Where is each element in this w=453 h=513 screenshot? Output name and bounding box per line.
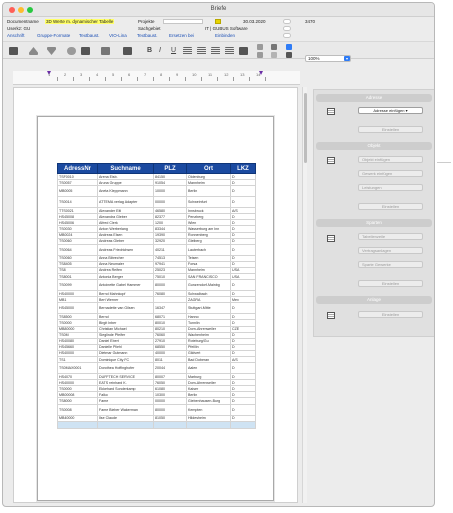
table-cell: Schweinfurt xyxy=(187,197,231,208)
table-row-selected[interactable] xyxy=(58,421,256,428)
table-cell: D xyxy=(231,280,256,291)
ruler-tick xyxy=(137,77,138,81)
user-label: Userkz: GU xyxy=(7,26,31,31)
table-cell: Andreas Gleber xyxy=(98,238,154,244)
ruler-number: 4 xyxy=(96,72,99,77)
table-row[interactable] xyxy=(58,363,256,374)
table-cell: ZAGRA xyxy=(187,297,231,303)
document-area[interactable] xyxy=(13,87,298,503)
table-cell: D xyxy=(231,363,256,374)
table-cell xyxy=(187,421,231,428)
table-cell: 68071 xyxy=(154,314,187,320)
title-bar xyxy=(3,3,434,17)
app-window xyxy=(2,2,435,507)
table-cell xyxy=(154,421,187,428)
table-cell: TS8001 xyxy=(58,274,98,280)
table-cell: 75010 xyxy=(154,274,187,280)
table-cell: MB80000 xyxy=(58,326,98,332)
leistungen-button[interactable]: Leistungen xyxy=(358,184,423,191)
ruler-number: 2 xyxy=(64,72,67,77)
table-cell: Anton Werberlang xyxy=(98,226,154,232)
table-cell: 27910 xyxy=(154,338,187,344)
table-cell: Bernd Mahnkopf xyxy=(98,291,154,297)
table-cell: D xyxy=(231,415,256,421)
align-left-icon[interactable] xyxy=(183,47,192,55)
table-cell: D xyxy=(231,374,256,380)
table-cell: Giebenhausen-Burg xyxy=(187,398,231,404)
side-panel xyxy=(313,89,435,337)
table-cell: Mex xyxy=(231,297,256,303)
table-cell: D xyxy=(231,255,256,261)
table-cell: TS8000 xyxy=(58,398,98,404)
ruler-number: 13 xyxy=(240,72,245,77)
background-divider xyxy=(437,162,451,163)
table-cell: TS0MAX0001 xyxy=(58,363,98,374)
table-cell: D xyxy=(231,338,256,344)
table-cell: Andreas Friedrichsen xyxy=(98,244,154,255)
einstellen-button-adresse[interactable]: Einstellen xyxy=(358,126,423,133)
table-cell: Anna Bibrecher xyxy=(98,255,154,261)
background-window-strip xyxy=(436,12,451,508)
table-cell: D xyxy=(231,197,256,208)
align-center-icon[interactable] xyxy=(197,47,206,55)
toolbar xyxy=(3,41,434,59)
table-cell: 91054 xyxy=(154,180,187,186)
table-cell: Daniel Ebert xyxy=(98,338,154,344)
ruler-number: 5 xyxy=(112,72,115,77)
table-cell: D xyxy=(231,220,256,226)
table-cell: TTS0021 xyxy=(58,208,98,214)
justify-icon[interactable] xyxy=(225,47,234,55)
table-cell: 46580 xyxy=(154,208,187,214)
table-cell: TS0M xyxy=(58,332,98,338)
printer-icon[interactable] xyxy=(81,47,90,55)
table-cell: D xyxy=(231,291,256,297)
table-cell: MB00008 xyxy=(58,392,98,398)
table-cell: 20044 xyxy=(154,363,187,374)
chevron-down-icon: ▾ xyxy=(345,56,348,61)
info-icon[interactable] xyxy=(283,33,291,38)
table-cell: D xyxy=(231,238,256,244)
table-cell: D xyxy=(231,344,256,350)
table-cell: 40211 xyxy=(154,244,187,255)
paste-icon[interactable] xyxy=(271,52,277,58)
table-cell: 10000 xyxy=(154,186,187,197)
table-cell: MB1 xyxy=(58,297,98,303)
table-cell: 80007 xyxy=(154,374,187,380)
ribbon-textbaust[interactable]: Textbaust. xyxy=(79,33,100,38)
zoom-value: 100% xyxy=(308,56,320,61)
table-cell: Oldenburg xyxy=(187,174,231,180)
ruler-number: 6 xyxy=(128,72,131,77)
copy-icon[interactable] xyxy=(257,52,263,58)
table-header-row xyxy=(58,164,256,174)
table-cell: D xyxy=(231,261,256,267)
column-header-lkz: LKZ xyxy=(231,164,256,174)
number-field: 3470 xyxy=(305,19,316,24)
ruler-number: 1 xyxy=(48,72,51,77)
table-cell: DUFFTECH SERVICE xyxy=(98,374,154,380)
document-page[interactable] xyxy=(37,116,274,501)
table-cell: TS0000 xyxy=(58,320,98,326)
settings-icon[interactable] xyxy=(283,26,291,31)
table-cell: 74513 xyxy=(154,255,187,261)
table-cell: USA xyxy=(231,267,256,273)
table-cell: Gleiberg xyxy=(187,238,231,244)
table-cell: Andrea Reifen xyxy=(98,267,154,273)
sparte-gewerke-button[interactable]: Sparte Gewerke xyxy=(358,261,423,268)
table-cell: Bad Doberan xyxy=(187,356,231,362)
table-cell: Hildesheim xyxy=(187,415,231,421)
table-cell: 25023 xyxy=(154,267,187,273)
table-cell: Fame xyxy=(98,398,154,404)
table-cell: Kaiser xyxy=(187,386,231,392)
ruler-number: 7 xyxy=(144,72,147,77)
align-right-icon[interactable] xyxy=(211,47,220,55)
table-cell: 00000 xyxy=(154,398,187,404)
table-cell: 10300 xyxy=(154,392,187,398)
section-header-sparten: Sparten xyxy=(316,219,432,227)
ruler-tick xyxy=(73,77,74,81)
table-cell: HS45000 xyxy=(58,303,98,314)
ruler-number: 14 xyxy=(256,72,261,77)
objekt-einfuegen-button[interactable]: Objekt einfügen xyxy=(358,156,423,163)
table-cell: 80000 xyxy=(154,404,187,415)
table-cell: Anna Neumaier xyxy=(98,261,154,267)
window-title: Briefe xyxy=(210,6,227,12)
table-cell: MB0005 xyxy=(58,186,98,197)
table-cell: Berlin xyxy=(187,392,231,398)
section-header-adresse: Adresse xyxy=(316,94,432,102)
table-cell: Pfeillin xyxy=(187,344,231,350)
table-cell: TS0060 xyxy=(58,238,98,244)
table-cell: TS0014 xyxy=(58,197,98,208)
table-cell: Marburg xyxy=(187,374,231,380)
table-cell: Antonia Berger xyxy=(98,274,154,280)
ruler-tick xyxy=(121,77,122,81)
table-cell: 16347 xyxy=(154,303,187,314)
table-cell: HS40000 xyxy=(58,350,98,356)
table-cell: 00000 xyxy=(154,197,187,208)
table-cell: TS0099 xyxy=(58,280,98,291)
ruler-tick xyxy=(89,77,90,81)
table-cell: HS45006 xyxy=(58,220,98,226)
table-cell: TS0060 xyxy=(58,255,98,261)
tabellenzeile-button[interactable]: Tabellenzeile xyxy=(358,233,423,240)
table-cell: Alexander Eitl xyxy=(98,208,154,214)
vertical-scrollbar[interactable] xyxy=(302,87,307,503)
table-cell: Mannheim xyxy=(187,180,231,186)
table-cell: Ronnenberg xyxy=(187,232,231,238)
ruler-number: 11 xyxy=(208,72,213,77)
table-cell: Andreas Elsen xyxy=(98,232,154,238)
table-cell: D xyxy=(231,174,256,180)
ruler-tick xyxy=(249,77,250,81)
table-cell: Gunzendorf-Mainbg xyxy=(187,280,231,291)
table-cell: Aneta Kleppmann xyxy=(98,186,154,197)
table-cell: Arena Eisb. xyxy=(98,174,154,180)
vertragsanlagen-button[interactable]: Vertragsanlagen xyxy=(358,247,423,254)
table-cell: Birgit Inber xyxy=(98,320,154,326)
ruler-number: 9 xyxy=(176,72,179,77)
column-header-suchname: Suchname xyxy=(98,164,154,174)
section-header-objekt: Objekt xyxy=(316,142,432,150)
table-cell: D xyxy=(231,214,256,220)
table-cell: 19390 xyxy=(154,232,187,238)
ruler-tick xyxy=(105,77,106,81)
zoom-select[interactable] xyxy=(305,55,351,62)
table-cell: D xyxy=(231,398,256,404)
table-cell: D xyxy=(231,244,256,255)
table-cell: HS40000 xyxy=(58,380,98,386)
ruler-tick xyxy=(265,77,266,81)
table-icon xyxy=(327,108,335,115)
table-cell: D xyxy=(231,186,256,197)
table-cell: D xyxy=(231,350,256,356)
table-cell: D xyxy=(231,232,256,238)
table-cell: 80000 xyxy=(154,280,187,291)
table-cell: Penzberg xyxy=(187,214,231,220)
undo-icon[interactable] xyxy=(271,44,277,50)
table-cell: Stuttgart-Mitte xyxy=(187,303,231,314)
table-cell: 97941 xyxy=(154,261,187,267)
cut-icon[interactable] xyxy=(257,44,263,50)
table-cell: MB40000 xyxy=(58,415,98,421)
table-cell: Tunnlin xyxy=(187,320,231,326)
table-cell: D xyxy=(231,332,256,338)
table-cell: Dominique City FC xyxy=(98,356,154,362)
table-cell: Mannheim xyxy=(187,267,231,273)
underline-icon[interactable]: U xyxy=(171,47,177,54)
ribbon-vio-lina[interactable]: VIO-Lina xyxy=(109,33,127,38)
table-cell: Aruna Gruppe xyxy=(98,180,154,186)
table-cell: 32920 xyxy=(154,238,187,244)
table-cell: 68550 xyxy=(154,344,187,350)
ruler-tick xyxy=(217,77,218,81)
table-cell: TS0057 xyxy=(58,180,98,186)
table-cell: Bernadette van Gilsen xyxy=(98,303,154,314)
table-cell: Fame Bieber Wakerman xyxy=(98,404,154,415)
table-cell: 76050 xyxy=(154,380,187,386)
ruler-tick xyxy=(169,77,170,81)
add-icon[interactable] xyxy=(9,47,18,55)
gewerk-einfuegen-button[interactable]: Gewerk einfügen xyxy=(358,170,423,177)
column-header-adressnr: AdressNr xyxy=(58,164,98,174)
table-cell: TS0030 xyxy=(58,226,98,232)
table-cell: D xyxy=(231,180,256,186)
projekte-label: Projekte xyxy=(138,19,155,24)
ruler-tick xyxy=(153,77,154,81)
ruler xyxy=(13,71,300,85)
table-row[interactable] xyxy=(58,280,256,291)
table-cell: Gildvert xyxy=(187,350,231,356)
documentname-label: Documentname xyxy=(7,19,39,24)
projekte-field[interactable] xyxy=(163,19,203,24)
table-cell: D xyxy=(231,314,256,320)
table-icon xyxy=(327,235,335,242)
table-row[interactable] xyxy=(58,303,256,314)
scrollbar-thumb[interactable] xyxy=(304,93,307,163)
table-cell: USA xyxy=(231,274,256,280)
table-cell: Bernd xyxy=(98,314,154,320)
table-cell: TS1 xyxy=(58,356,98,362)
table-cell: D xyxy=(231,320,256,326)
table-cell xyxy=(98,421,154,428)
date-field[interactable]: 30.03.2020 xyxy=(243,19,266,24)
print-preview-icon[interactable] xyxy=(101,47,110,55)
table-cell: Ekkehard Sonderkamp xyxy=(98,386,154,392)
table-cell: Dorn-Ahrenweiler xyxy=(187,326,231,332)
table-row[interactable] xyxy=(58,404,256,415)
adresse-einfuegen-button[interactable]: Adresse einfügen ▾ xyxy=(358,107,423,114)
table-cell: D xyxy=(231,303,256,314)
calendar-icon[interactable] xyxy=(283,19,291,24)
table-cell: Hanno xyxy=(187,314,231,320)
table-cell: D xyxy=(231,386,256,392)
table-cell: ATTEMA verlag Adapter xyxy=(98,197,154,208)
ruler-tick xyxy=(233,77,234,81)
bold-icon[interactable]: B xyxy=(147,47,153,54)
table-cell: Ilse Claude xyxy=(98,415,154,421)
table-cell: 61080 xyxy=(154,386,187,392)
table-cell: Alfred Clerk xyxy=(98,220,154,226)
table-cell: Wien xyxy=(187,220,231,226)
table-cell: HS45660 xyxy=(58,344,98,350)
column-header-plz: PLZ xyxy=(154,164,187,174)
table-cell: 76080 xyxy=(154,291,187,297)
einstellen-button-sparten[interactable]: Einstellen xyxy=(358,280,423,287)
table-row[interactable] xyxy=(58,186,256,197)
table-cell: Schwalbach xyxy=(187,291,231,297)
table-cell: EATS reinhard K. xyxy=(98,380,154,386)
format-icon[interactable] xyxy=(286,52,292,58)
tray-up-icon[interactable] xyxy=(29,47,38,55)
documentname-field[interactable]: 3D Werte m. dynamischer Tabelle xyxy=(46,19,114,24)
table-cell: Dietmar Gutmann xyxy=(98,350,154,356)
sachgebiet-label: Sachgebiet xyxy=(138,26,161,31)
table-cell: TS0064 xyxy=(58,244,98,255)
table-cell: 84150 xyxy=(154,174,187,180)
table-cell: HS40000 xyxy=(58,291,98,297)
table-cell: Berlin xyxy=(187,186,231,197)
table-cell: Kempten xyxy=(187,404,231,415)
table-cell: 40000 xyxy=(154,350,187,356)
table-cell: D xyxy=(231,380,256,386)
table-cell: Danielle Pliehl xyxy=(98,344,154,350)
italic-icon[interactable]: I xyxy=(159,47,161,54)
table-cell: Falko xyxy=(98,392,154,398)
table-cell: TS8500 xyxy=(58,314,98,320)
table-cell: MB0024 xyxy=(58,232,98,238)
table-cell: 80210 xyxy=(154,326,187,332)
table-cell: TS8405 xyxy=(58,261,98,267)
ribbon-einbinden[interactable]: Einbinden xyxy=(215,33,236,38)
ruler-number: 10 xyxy=(192,72,197,77)
table-cell: Sieglinde Pfeifer xyxy=(98,332,154,338)
document-info-bar xyxy=(3,17,434,41)
table-cell: TS0008 xyxy=(58,404,98,415)
table-cell: TS0000 xyxy=(58,386,98,392)
table-cell: HS45008 xyxy=(58,214,98,220)
table-cell: 81050 xyxy=(154,415,187,421)
ruler-number: 8 xyxy=(160,72,163,77)
table-cell: 82377 xyxy=(154,214,187,220)
table-cell: Teisen xyxy=(187,255,231,261)
table-icon xyxy=(327,312,335,319)
table-cell: D xyxy=(231,392,256,398)
address-table xyxy=(57,163,256,429)
table-cell: Wasserburg am Inn xyxy=(187,226,231,232)
table-row[interactable] xyxy=(58,197,256,208)
table-cell: TS8 xyxy=(58,267,98,273)
einstellen-button-objekt[interactable]: Einstellen xyxy=(358,203,423,210)
table-cell: 80010 xyxy=(154,320,187,326)
list-icon[interactable] xyxy=(239,47,248,55)
table-cell: Antoinette Gabel Hammer xyxy=(98,280,154,291)
status-badge xyxy=(215,19,221,24)
redo-icon[interactable] xyxy=(286,44,292,50)
table-cell: TSF0010 xyxy=(58,174,98,180)
section-header-anlage: Anlage xyxy=(316,296,432,304)
table-cell: Aalen xyxy=(187,363,231,374)
table-cell: HS40080 xyxy=(58,338,98,344)
table-cell: D xyxy=(231,404,256,415)
table-cell: Lauterbach xyxy=(187,244,231,255)
ruler-tick xyxy=(57,77,58,81)
ribbon-gruppe-formate[interactable]: Gruppe-Formate xyxy=(37,33,71,38)
table-cell xyxy=(231,421,256,428)
table-cell: 8011 xyxy=(154,356,187,362)
table-cell: Dom-Ahrenweiler xyxy=(187,380,231,386)
table-cell: A/S xyxy=(231,208,256,214)
table-icon xyxy=(327,157,335,164)
table-cell: A/S xyxy=(231,356,256,362)
column-header-ort: Ort xyxy=(187,164,231,174)
trash-icon[interactable] xyxy=(123,47,132,55)
table-cell: SAN FRANCISCO xyxy=(187,274,231,280)
table-cell: Dorothea Hoffinghofer xyxy=(98,363,154,374)
table-cell xyxy=(58,421,98,428)
table-cell: Alexandra Gleber xyxy=(98,214,154,220)
table-cell: 76060 xyxy=(154,332,187,338)
ruler-tick xyxy=(185,77,186,81)
sachgebiet-field[interactable]: IT | GUBUS Software xyxy=(205,26,248,31)
ruler-number: 3 xyxy=(80,72,83,77)
ribbon-textbaust-2[interactable]: Textbaust. xyxy=(137,33,158,38)
ribbon-ersetzen[interactable]: Ersetzen bei xyxy=(169,33,195,38)
table-cell: Forsa xyxy=(187,261,231,267)
table-cell: CZE xyxy=(231,326,256,332)
ruler-tick xyxy=(201,77,202,81)
table-cell: Christian Michael xyxy=(98,326,154,332)
table-cell: 83344 xyxy=(154,226,187,232)
table-cell: Bert Werner xyxy=(98,297,154,303)
tray-down-icon[interactable] xyxy=(47,47,56,55)
table-cell: Wachenheim xyxy=(187,332,231,338)
table-cell: 1200 xyxy=(154,220,187,226)
ruler-number: 12 xyxy=(224,72,229,77)
table-cell: HS4070 xyxy=(58,374,98,380)
table-cell: Innsbruck xyxy=(187,208,231,214)
table-row[interactable] xyxy=(58,244,256,255)
table-cell: Roteburg/Gu xyxy=(187,338,231,344)
ribbon-anschrift[interactable]: Anschrift xyxy=(7,33,25,38)
table-cell: D xyxy=(231,226,256,232)
einstellen-button-anlage[interactable]: Einstellen xyxy=(358,311,423,318)
cloud-icon[interactable] xyxy=(67,47,76,55)
